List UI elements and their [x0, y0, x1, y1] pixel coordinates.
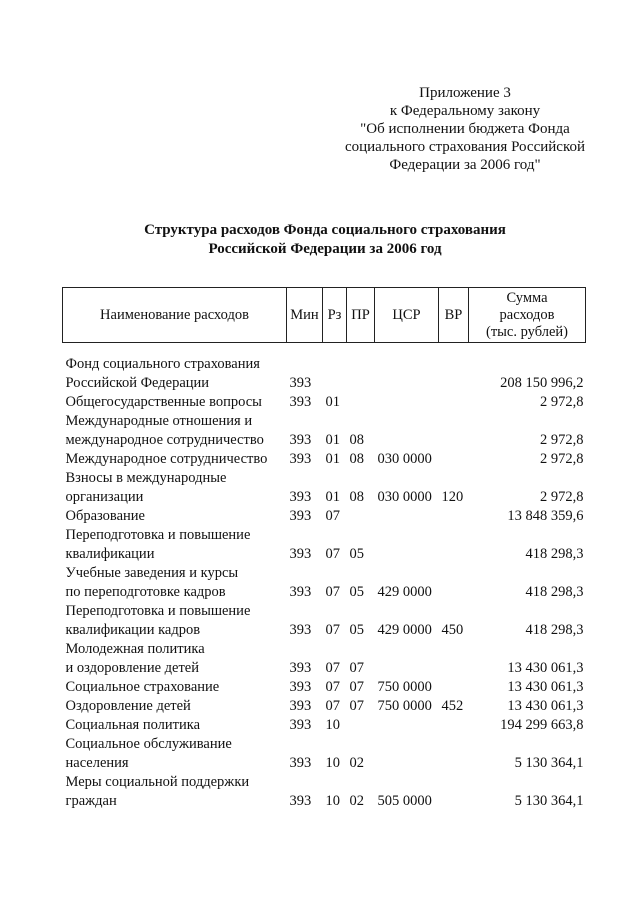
cell-name-line: Российской Федерации [65, 375, 210, 391]
cell-vr [439, 526, 469, 564]
cell-csr [375, 716, 439, 735]
cell-rz: 07 [325, 546, 340, 562]
cell-min: 393 [289, 451, 312, 467]
cell-min: 393 [289, 489, 312, 505]
cell-csr [375, 355, 439, 393]
table-row [63, 678, 586, 697]
cell-csr [375, 412, 439, 450]
cell-name-line: Общегосударственные вопросы [65, 394, 262, 410]
cell-vr [439, 716, 469, 735]
table-header-row [63, 288, 586, 343]
cell-csr [375, 526, 439, 564]
title-line: Российской Федерации за 2006 год [208, 241, 442, 257]
cell-name [63, 564, 287, 602]
cell-vr [439, 564, 469, 602]
header-csr: ЦСР [375, 288, 439, 343]
cell-name-line: Взносы в международные [65, 470, 227, 486]
cell-name [63, 450, 287, 469]
cell-sum: 208 150 996,2 [500, 375, 584, 391]
cell-min: 393 [289, 622, 312, 638]
header-vr: ВР [439, 288, 469, 343]
cell-min: 393 [289, 660, 312, 676]
cell-csr: 429 0000 [377, 584, 432, 600]
cell-csr: 750 0000 [377, 698, 432, 714]
cell-vr [439, 450, 469, 469]
table-body [63, 343, 586, 812]
table-row [63, 640, 586, 678]
cell-min: 393 [289, 717, 312, 733]
document-title [60, 221, 590, 259]
cell-csr: 030 0000 [377, 451, 432, 467]
cell-name-line: граждан [65, 793, 117, 809]
cell-pr: 08 [349, 451, 364, 467]
cell-pr: 05 [349, 622, 364, 638]
cell-name [63, 773, 287, 811]
cell-sum: 5 130 364,1 [514, 755, 584, 771]
table-row [63, 564, 586, 602]
cell-vr: 120 [441, 489, 464, 505]
cell-min: 393 [289, 793, 312, 809]
cell-name-line: Учебные заведения и курсы [65, 565, 239, 581]
cell-name-line: населения [65, 755, 129, 771]
cell-vr: 450 [441, 622, 464, 638]
appendix-line: Приложение 3 [419, 85, 511, 101]
cell-name [63, 735, 287, 773]
cell-vr [439, 412, 469, 450]
cell-name-line: квалификации [65, 546, 155, 562]
cell-rz: 01 [325, 432, 340, 448]
cell-name [63, 640, 287, 678]
cell-pr: 08 [349, 432, 364, 448]
cell-sum: 2 972,8 [540, 451, 584, 467]
header-sum-line: расходов [499, 306, 555, 323]
appendix-line: к Федеральному закону [389, 103, 541, 119]
cell-csr [375, 507, 439, 526]
cell-vr: 452 [441, 698, 464, 714]
cell-rz: 01 [325, 451, 340, 467]
cell-sum: 2 972,8 [540, 489, 584, 505]
cell-pr [347, 393, 375, 412]
cell-csr: 030 0000 [377, 489, 432, 505]
appendix-line: социального страхования Российской [344, 139, 586, 155]
cell-sum: 418 298,3 [525, 584, 584, 600]
cell-pr: 07 [349, 660, 364, 676]
cell-name [63, 602, 287, 640]
table-row [63, 697, 586, 716]
appendix-line: "Об исполнении бюджета Фонда [360, 121, 570, 137]
cell-sum: 418 298,3 [525, 622, 584, 638]
cell-sum: 13 430 061,3 [507, 660, 584, 676]
cell-name [63, 697, 287, 716]
cell-pr: 05 [349, 546, 364, 562]
cell-name-line: Социальная политика [65, 717, 201, 733]
cell-rz: 10 [325, 793, 340, 809]
cell-rz: 07 [325, 660, 340, 676]
cell-min: 393 [289, 698, 312, 714]
table-row [63, 716, 586, 735]
cell-sum: 5 130 364,1 [514, 793, 584, 809]
table-row [63, 507, 586, 526]
cell-min: 393 [289, 432, 312, 448]
header-pr: ПР [347, 288, 375, 343]
cell-name-line: Социальное обслуживание [65, 736, 232, 752]
cell-sum: 13 848 359,6 [507, 508, 584, 524]
header-sum-line: Сумма [506, 289, 548, 306]
cell-vr [439, 773, 469, 811]
header-rz: Рз [323, 288, 347, 343]
appendix-line: Федерации за 2006 год" [389, 157, 541, 173]
cell-pr: 02 [349, 793, 364, 809]
cell-vr [439, 735, 469, 773]
cell-min: 393 [289, 546, 312, 562]
table-row [63, 412, 586, 450]
cell-rz: 07 [325, 622, 340, 638]
cell-csr [375, 393, 439, 412]
cell-vr [439, 355, 469, 393]
table-row [63, 735, 586, 773]
cell-name [63, 355, 287, 393]
cell-name-line: международное сотрудничество [65, 432, 264, 448]
table-spacer [63, 343, 586, 356]
cell-vr [439, 393, 469, 412]
cell-rz: 01 [325, 394, 340, 410]
cell-name-line: Фонд социального страхования [65, 356, 260, 372]
cell-csr [375, 735, 439, 773]
cell-name-line: Переподготовка и повышение [65, 603, 251, 619]
cell-rz: 01 [325, 489, 340, 505]
cell-name-line: Молодежная политика [65, 641, 205, 657]
cell-csr: 429 0000 [377, 622, 432, 638]
cell-sum: 13 430 061,3 [507, 698, 584, 714]
cell-vr [439, 507, 469, 526]
cell-name-line: Образование [65, 508, 145, 524]
cell-csr: 750 0000 [377, 679, 432, 695]
table-row [63, 393, 586, 412]
cell-sum: 2 972,8 [540, 394, 584, 410]
appendix-block [300, 84, 630, 174]
cell-pr [347, 355, 375, 393]
cell-name-line: и оздоровление детей [65, 660, 199, 676]
spacer-cell [63, 343, 586, 356]
cell-name-line: по переподготовке кадров [65, 584, 226, 600]
cell-vr [439, 678, 469, 697]
title-line: Структура расходов Фонда социального страхования [144, 222, 506, 238]
cell-min: 393 [289, 679, 312, 695]
cell-name-line: Оздоровление детей [65, 698, 191, 714]
cell-name [63, 526, 287, 564]
table-row [63, 602, 586, 640]
cell-vr [439, 640, 469, 678]
header-min: Мин [287, 288, 323, 343]
cell-rz: 07 [325, 698, 340, 714]
cell-sum: 194 299 663,8 [500, 717, 584, 733]
cell-pr [347, 716, 375, 735]
table-row [63, 773, 586, 811]
cell-rz: 07 [325, 679, 340, 695]
cell-sum: 13 430 061,3 [507, 679, 584, 695]
cell-csr [375, 640, 439, 678]
cell-name-line: Международное сотрудничество [65, 451, 268, 467]
cell-name-line: Переподготовка и повышение [65, 527, 251, 543]
cell-rz [323, 355, 347, 393]
cell-min: 393 [289, 375, 312, 391]
cell-pr [347, 507, 375, 526]
cell-name [63, 507, 287, 526]
cell-pr: 02 [349, 755, 364, 771]
cell-sum: 2 972,8 [540, 432, 584, 448]
table-row [63, 526, 586, 564]
cell-sum: 418 298,3 [525, 546, 584, 562]
cell-name [63, 678, 287, 697]
cell-name-line: Международные отношения и [65, 413, 253, 429]
cell-name [63, 469, 287, 507]
cell-rz: 07 [325, 584, 340, 600]
expenses-table [62, 287, 586, 811]
table-row [63, 355, 586, 393]
cell-rz: 07 [325, 508, 340, 524]
cell-min: 393 [289, 755, 312, 771]
cell-pr: 05 [349, 584, 364, 600]
cell-name-line: квалификации кадров [65, 622, 201, 638]
cell-pr: 07 [349, 698, 364, 714]
cell-name [63, 716, 287, 735]
cell-name-line: Социальное страхование [65, 679, 220, 695]
cell-rz: 10 [325, 717, 340, 733]
header-name: Наименование расходов [63, 288, 287, 343]
cell-name-line: организации [65, 489, 144, 505]
header-sum-line: (тыс. рублей) [486, 323, 568, 340]
table-row [63, 469, 586, 507]
cell-name-line: Меры социальной поддержки [65, 774, 250, 790]
cell-csr: 505 0000 [377, 793, 432, 809]
cell-rz: 10 [325, 755, 340, 771]
cell-name [63, 393, 287, 412]
cell-min: 393 [289, 584, 312, 600]
cell-min: 393 [289, 394, 312, 410]
cell-min: 393 [289, 508, 312, 524]
table-row [63, 450, 586, 469]
cell-name [63, 412, 287, 450]
cell-pr: 07 [349, 679, 364, 695]
header-sum [469, 288, 586, 343]
cell-pr: 08 [349, 489, 364, 505]
